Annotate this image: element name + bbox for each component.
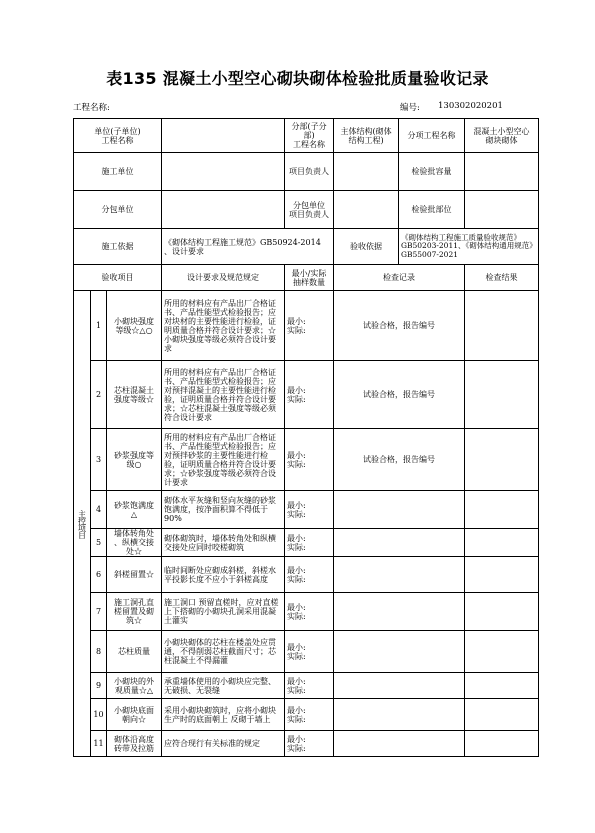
row-result[interactable] [465,361,539,429]
col-result-header: 检查结果 [465,265,539,291]
row-requirement: 临时间断处应砌成斜槎，斜槎水平投影长度不应小于斜槎高度 [162,557,285,593]
constructor-value[interactable] [162,153,285,191]
row-item: 砂浆饱满度 △ [107,491,162,529]
project-lead-value[interactable] [334,153,399,191]
row-record[interactable] [334,673,465,699]
row-requirement: 施工洞口 预留直槎时，应对直槎上下搭砌的小砌块孔洞采用混凝土灌实 [162,593,285,631]
acceptance-basis-label: 验收依据 [334,229,399,265]
row-result[interactable] [465,557,539,593]
row-requirement: 所用的材料应有产品出厂合格证书、产品性能型式检验报告；应对块材的主要性能进行检验，证明质量合格并符合设计要求；☆小砌块强度等级必须符合设计要求 [162,291,285,361]
row-result[interactable] [465,529,539,557]
row-requirement: 所用的材料应有产品出厂合格证书、产品性能型式检验报告；应对预拌砂浆的主要性能进行检验，证明质量合格并符合设计要求；☆砂浆强度等级必须符合设计要求 [162,429,285,491]
sub-lead-label: 分包单位 项目负责人 [285,191,334,229]
row-item: 芯柱混凝土 强度等级☆ [107,361,162,429]
row-result[interactable] [465,699,539,731]
row-number: 8 [91,631,107,673]
table-row [74,491,539,529]
unit-name-value[interactable] [162,119,285,153]
sub-item-label: 分项工程名称 [399,119,465,153]
subunit-name-label: 分部(子分部) 工程名称 [285,119,334,153]
row-record[interactable] [334,593,465,631]
inspection-table [73,118,539,757]
row-result[interactable] [465,593,539,631]
acceptance-basis-value: 《砌体结构工程施工质量验收规范》GB50203-2011、《砌体结构通用规范》GB55007-2021 [399,229,539,265]
row-requirement: 砌体砌筑时，墙体转角处和纵横交接处应同时咬槎砌筑 [162,529,285,557]
row-item: 墙体转角处 、纵横交接 处☆ [107,529,162,557]
table-row [74,673,539,699]
row-number: 9 [91,673,107,699]
row-item: 小砌块底面 朝向☆ [107,699,162,731]
subcontractor-label: 分包单位 [74,191,162,229]
col-requirement-header: 设计要求及规范规定 [162,265,285,291]
group-label: 主控项目 [74,291,91,757]
row-result[interactable] [465,631,539,673]
row-requirement: 砌体水平灰缝和竖向灰缝的砂浆饱满度，按净面积算不得低于90% [162,491,285,529]
row-record[interactable]: 试验合格，报告编号 [334,361,465,429]
construction-basis-value: 《砌体结构工程施工规范》GB50924-2014 、设计要求 [162,229,334,265]
subunit-name-value: 主体结构(砌体 结构工程) [334,119,399,153]
row-record[interactable] [334,631,465,673]
row-requirement: 采用小砌块砌筑时，应将小砌块生产时的底面朝上 反砌于墙上 [162,699,285,731]
row-sampling[interactable]: 最小: 实际: [285,491,334,529]
row-item: 施工洞孔直 槎留置及砌 筑☆ [107,593,162,631]
row-number: 5 [91,529,107,557]
table-row [74,731,539,757]
row-result[interactable] [465,731,539,757]
col-sampling-header: 最小/实际 抽样数量 [285,265,334,291]
row-record[interactable]: 试验合格，报告编号 [334,291,465,361]
row-item: 芯柱质量 [107,631,162,673]
batch-capacity-label: 检验批容量 [399,153,465,191]
row-number: 4 [91,491,107,529]
table-row [74,557,539,593]
col-item-header: 验收项目 [74,265,162,291]
table-row [74,291,539,361]
row-sampling[interactable]: 最小: 实际: [285,731,334,757]
batch-location-label: 检验批部位 [399,191,465,229]
batch-capacity-value[interactable] [465,153,539,191]
row-number: 6 [91,557,107,593]
row-item: 小砌块的外 观质量☆△ [107,673,162,699]
row-record[interactable] [334,491,465,529]
row-sampling[interactable]: 最小: 实际: [285,291,334,361]
row-sampling[interactable]: 最小: 实际: [285,699,334,731]
row-requirement: 应符合现行有关标准的规定 [162,731,285,757]
row-sampling[interactable]: 最小: 实际: [285,557,334,593]
table-row [74,699,539,731]
row-record[interactable] [334,731,465,757]
row-sampling[interactable]: 最小: 实际: [285,429,334,491]
batch-location-value[interactable] [465,191,539,229]
row-record[interactable] [334,699,465,731]
constructor-label: 施工单位 [74,153,162,191]
row-number: 3 [91,429,107,491]
row-requirement: 所用的材料应有产品出厂合格证书、产品性能型式检验报告；应对预拌混凝土的主要性能进行检验，证明质量合格并符合设计要求；☆芯柱混凝土强度等级必须符合设计要求 [162,361,285,429]
row-number: 7 [91,593,107,631]
row-record[interactable] [334,529,465,557]
serial-label: 编号: [400,103,420,113]
row-item: 小砌块强度 等级☆△○ [107,291,162,361]
construction-basis-label: 施工依据 [74,229,162,265]
unit-name-label: 单位(子单位) 工程名称 [74,119,162,153]
sub-item-value: 混凝土小型空心 砌块砌体 [465,119,539,153]
project-name-label: 工程名称: [73,103,110,113]
subcontractor-value[interactable] [162,191,285,229]
row-result[interactable] [465,291,539,361]
row-number: 1 [91,291,107,361]
table-row [74,429,539,491]
row-sampling[interactable]: 最小: 实际: [285,673,334,699]
row-result[interactable] [465,673,539,699]
project-lead-label: 项目负责人 [285,153,334,191]
table-row [74,631,539,673]
row-item: 砂浆强度等 级○ [107,429,162,491]
row-sampling[interactable]: 最小: 实际: [285,631,334,673]
col-record-header: 检查记录 [334,265,465,291]
serial-value: 130302020201 [438,101,503,111]
row-sampling[interactable]: 最小: 实际: [285,593,334,631]
row-record[interactable] [334,557,465,593]
row-sampling[interactable]: 最小: 实际: [285,529,334,557]
row-requirement: 小砌块砌体的芯柱在楼盖处应贯通，不得削弱芯柱截面尺寸；芯柱混凝土不得漏灌 [162,631,285,673]
row-sampling[interactable]: 最小: 实际: [285,361,334,429]
table-row [74,529,539,557]
row-requirement: 承重墙体使用的小砌块应完整、无破损、无裂缝 [162,673,285,699]
row-result[interactable] [465,429,539,491]
table-row [74,361,539,429]
row-item: 砌体沿高度 砖带及拉筋 [107,731,162,757]
row-number: 11 [91,731,107,757]
row-record[interactable]: 试验合格，报告编号 [334,429,465,491]
row-number: 10 [91,699,107,731]
sub-lead-value[interactable] [334,191,399,229]
row-result[interactable] [465,491,539,529]
page-title: 表135 混凝土小型空心砌块砌体检验批质量验收记录 [106,69,489,88]
row-number: 2 [91,361,107,429]
table-row [74,593,539,631]
row-item: 斜槎留置☆ [107,557,162,593]
